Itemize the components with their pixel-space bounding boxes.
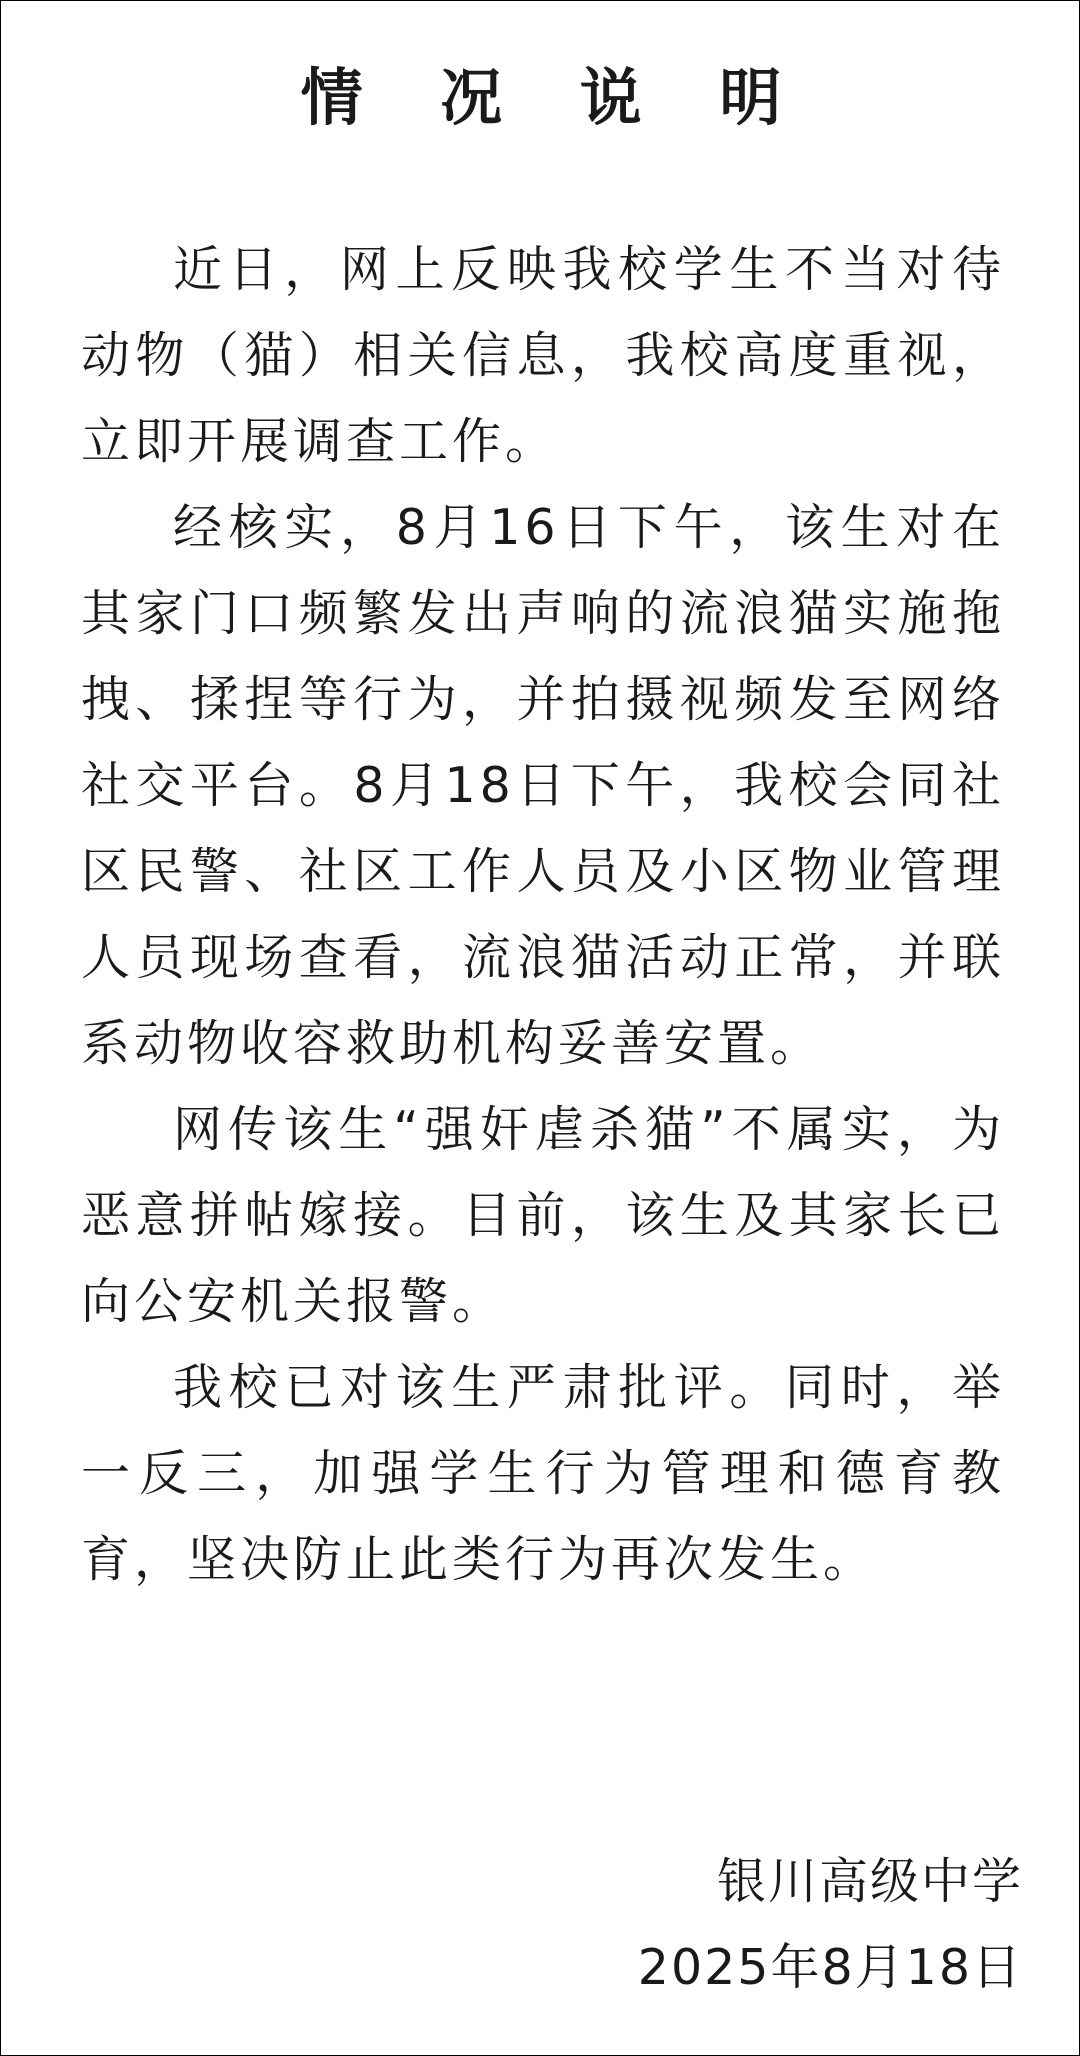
signature-organization: 银川高级中学 — [716, 1853, 1023, 1910]
document-body — [81, 227, 1005, 1603]
paragraph-1: 近日，网上反映我校学生不当对待动物（猫）相关信息，我校高度重视，立即开展调查工作。 — [81, 241, 1005, 470]
signature-block — [638, 1839, 1023, 2011]
paragraph-3: 网传该生“强奸虐杀猫”不属实，为恶意拼帖嫁接。目前，该生及其家长已向公安机关报警。 — [81, 1101, 1005, 1330]
document-title: 情 况 说 明 — [300, 61, 810, 134]
paragraph-2: 经核实，8月16日下午，该生对在其家门口频繁发出声响的流浪猫实施拖拽、揉捏等行为，并拍摄视频发至网络社交平台。8月18日下午，我校会同社区民警、社区工作人员及小区物业管理人员现场查看，流浪猫活动正常，并联系动物收容救助机构妥善安置。 — [81, 499, 1005, 1072]
paragraph-4: 我校已对该生严肃批评。同时，举一反三，加强学生行为管理和德育教育，坚决防止此类行为再次发生。 — [81, 1359, 1005, 1588]
signature-date: 2025年8月18日 — [637, 1939, 1023, 1996]
